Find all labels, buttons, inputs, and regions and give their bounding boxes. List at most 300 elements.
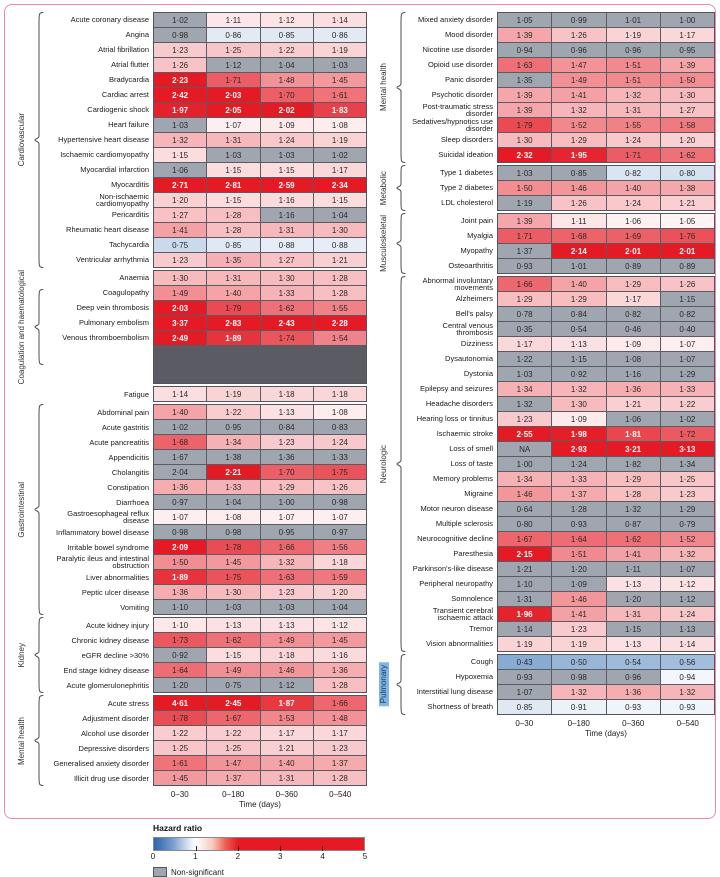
hr-cell: 1·23 xyxy=(314,741,366,755)
hr-cell: 1·02 xyxy=(314,148,366,162)
curly-brace-icon xyxy=(396,12,406,163)
heatmap-cell-grid xyxy=(497,12,715,163)
row-label-loss-of-smell: Loss of smell xyxy=(449,444,493,454)
hr-cell: 1·89 xyxy=(154,570,206,584)
hr-cell: 0·75 xyxy=(154,238,206,252)
hr-cell: 0·82 xyxy=(607,166,660,180)
hr-cell: 1·21 xyxy=(607,397,660,411)
hr-cell: 1·41 xyxy=(154,223,206,237)
hr-cell: 1·83 xyxy=(314,103,366,117)
category-label-cell xyxy=(11,386,33,402)
hr-cell: 1·70 xyxy=(261,88,313,102)
hr-cell: 1·23 xyxy=(261,585,313,599)
hr-cell: 0·98 xyxy=(207,525,259,539)
hr-cell: 1·20 xyxy=(552,562,605,576)
hr-cell: 0·85 xyxy=(498,700,551,714)
hr-cell: 1·40 xyxy=(607,181,660,195)
disease-group-musculoskeletal xyxy=(373,213,715,274)
hr-cell: 0·85 xyxy=(261,28,313,42)
category-brace xyxy=(33,617,45,693)
tick-label: 0 xyxy=(150,852,156,862)
hr-cell: 1·04 xyxy=(207,495,259,509)
hr-cell: 1·33 xyxy=(661,382,714,396)
row-label-paresthesia: Paresthesia xyxy=(453,549,493,559)
row-label-parkinson-s-like-disease: Parkinson's-like disease xyxy=(412,564,493,574)
hr-cell: 2·49 xyxy=(154,331,206,345)
hr-cell: 1·36 xyxy=(261,450,313,464)
hr-cell: 1·40 xyxy=(261,756,313,770)
row-labels-column xyxy=(45,386,153,402)
hr-cell: 1·95 xyxy=(552,148,605,162)
tick-label: 4 xyxy=(320,852,325,862)
hr-cell: 1·08 xyxy=(607,352,660,366)
hr-cell: 1·22 xyxy=(661,397,714,411)
hr-cell: 1·71 xyxy=(498,229,551,243)
time-axis-tick-label: 0–180 xyxy=(567,719,590,728)
hr-cell: 1·29 xyxy=(552,133,605,147)
hr-cell: 1·11 xyxy=(607,562,660,576)
row-label-bell-s-palsy: Bell's palsy xyxy=(455,309,493,319)
hr-cell: 2·43 xyxy=(261,316,313,330)
hr-cell: 0·97 xyxy=(314,525,366,539)
hr-cell: 1·12 xyxy=(314,618,366,632)
colorbar-tick xyxy=(238,846,239,851)
time-axis-tick-label: 0–30 xyxy=(515,719,534,728)
hr-cell: 1·13 xyxy=(261,618,313,632)
hr-cell: 1·46 xyxy=(261,663,313,677)
hr-cell: 1·16 xyxy=(261,208,313,222)
hr-cell: 1·32 xyxy=(154,133,206,147)
hr-cell: 1·78 xyxy=(207,540,259,554)
hr-cell: 0·85 xyxy=(552,166,605,180)
curly-brace-icon xyxy=(396,654,406,715)
hr-cell: 1·15 xyxy=(607,622,660,636)
right-heatmap-panel xyxy=(373,12,715,809)
heatmap-cell-grid xyxy=(497,165,715,211)
hr-cell: 1·05 xyxy=(498,13,551,27)
hr-cell: 1·09 xyxy=(261,118,313,132)
hr-cell: 1·45 xyxy=(314,633,366,647)
category-label: Neurologic xyxy=(379,444,388,484)
row-label-panic-disorder: Panic disorder xyxy=(445,75,493,85)
hr-cell: 1·62 xyxy=(661,148,714,162)
row-label-type-1-diabetes: Type 1 diabetes xyxy=(440,168,493,178)
row-label-migraine: Migraine xyxy=(464,489,493,499)
row-label-cough: Cough xyxy=(470,657,493,667)
row-label-heart-failure: Heart failure xyxy=(108,120,149,130)
hr-cell: 1·06 xyxy=(607,412,660,426)
hr-cell: 1·14 xyxy=(154,387,206,401)
hr-cell: 1·24 xyxy=(552,457,605,471)
hr-cell: 1·30 xyxy=(552,397,605,411)
hr-cell: 1·35 xyxy=(498,73,551,87)
hr-cell: 2·28 xyxy=(314,316,366,330)
hr-cell: 1·23 xyxy=(261,435,313,449)
row-label-end-stage-kidney-disease: End stage kidney disease xyxy=(63,665,149,675)
row-label-fatigue: Fatigue xyxy=(123,389,149,399)
time-axis-title: Time (days) xyxy=(585,729,627,738)
hr-cell: 0·93 xyxy=(498,259,551,273)
hr-cell: 1·33 xyxy=(207,480,259,494)
hr-cell: 2·32 xyxy=(498,148,551,162)
colorbar-tick xyxy=(196,846,197,851)
hr-cell: 1·13 xyxy=(552,337,605,351)
hr-cell: 1·37 xyxy=(207,771,259,785)
row-label-irritable-bowel-syndrome: Irritable bowel syndrome xyxy=(67,542,149,552)
hr-cell: 1·10 xyxy=(154,600,206,614)
category-label: Gastrointestinal xyxy=(17,482,26,538)
disease-group-cardiovascular xyxy=(11,12,367,268)
hr-cell: 1·03 xyxy=(154,118,206,132)
hr-cell: 1·52 xyxy=(552,118,605,132)
hr-cell: 1·24 xyxy=(314,435,366,449)
hr-cell: 1·20 xyxy=(314,585,366,599)
hr-cell: 1·32 xyxy=(661,547,714,561)
hr-cell: 0·54 xyxy=(552,322,605,336)
hr-cell: 1·04 xyxy=(314,208,366,222)
hr-cell: 1·28 xyxy=(552,502,605,516)
hr-cell: 0·54 xyxy=(607,655,660,669)
colorbar-tick xyxy=(322,846,323,851)
row-label-cardiogenic-shock: Cardiogenic shock xyxy=(87,105,149,115)
hr-cell: 1·00 xyxy=(498,457,551,471)
hr-cell: 1·59 xyxy=(314,570,366,584)
hr-cell: 2·71 xyxy=(154,178,206,192)
curly-brace-icon xyxy=(34,289,44,365)
hr-cell: 1·35 xyxy=(207,253,259,267)
hr-cell: 1·32 xyxy=(661,685,714,699)
hr-cell: 1·19 xyxy=(552,637,605,651)
hr-cell: 1·67 xyxy=(207,711,259,725)
hr-cell: 1·15 xyxy=(207,163,259,177)
row-label-coagulopathy: Coagulopathy xyxy=(102,288,149,298)
hr-cell: 1·09 xyxy=(607,337,660,351)
hr-cell: 1·07 xyxy=(314,510,366,524)
row-label-illicit-drug-use-disorder: Illicit drug use disorder xyxy=(73,773,149,783)
hr-cell: 0·98 xyxy=(154,28,206,42)
row-label-multiple-sclerosis: Multiple sclerosis xyxy=(435,519,493,529)
row-label-adjustment-disorder: Adjustment disorder xyxy=(82,713,149,723)
row-labels-column xyxy=(407,276,497,652)
hr-cell: 2·23 xyxy=(154,73,206,87)
non-significant-label: Non-significant xyxy=(171,867,224,877)
hr-cell: 1·03 xyxy=(498,367,551,381)
row-label-pulmonary-embolism: Pulmonary embolism xyxy=(78,318,149,328)
hr-cell: 1·79 xyxy=(207,301,259,315)
hr-cell: 2·02 xyxy=(261,103,313,117)
row-label-neurocognitive-decline: Neurocognitive decline xyxy=(417,534,493,544)
hr-cell: 1·71 xyxy=(207,73,259,87)
hr-cell: 1·09 xyxy=(552,577,605,591)
hr-cell: 1·09 xyxy=(552,412,605,426)
row-label-transient-cerebral-ischaemic-attack: Transient cerebral ischaemic attack xyxy=(432,605,493,622)
hr-cell: 0·84 xyxy=(261,420,313,434)
row-label-dysautonomia: Dysautonomia xyxy=(445,354,493,364)
hr-cell: 1·30 xyxy=(261,271,313,285)
category-brace xyxy=(395,654,407,715)
hr-cell: 2·83 xyxy=(207,316,259,330)
hr-cell: 1·64 xyxy=(154,663,206,677)
hr-cell: 1·62 xyxy=(261,301,313,315)
hr-cell: 1·23 xyxy=(661,487,714,501)
left-heatmap-panel xyxy=(11,12,367,809)
row-label-alzheimers: Alzheimers xyxy=(455,294,493,304)
heatmap-cell-grid xyxy=(153,617,367,693)
time-axis-tick-label: 0–540 xyxy=(329,790,352,800)
hr-cell: 1·18 xyxy=(314,387,366,401)
hr-cell: 1·55 xyxy=(607,118,660,132)
hr-cell: 1·15 xyxy=(207,648,259,662)
hr-cell: 1·16 xyxy=(607,367,660,381)
hr-cell: 1·46 xyxy=(498,487,551,501)
category-label: Metabolic xyxy=(379,170,388,206)
hazard-ratio-heatmap-figure xyxy=(4,4,716,877)
hr-cell: 1·28 xyxy=(607,487,660,501)
hr-cell: 1·18 xyxy=(261,648,313,662)
hr-cell: 0·96 xyxy=(607,670,660,684)
category-label-cell xyxy=(373,276,395,652)
hr-cell: 1·16 xyxy=(314,648,366,662)
hr-cell: 1·19 xyxy=(498,637,551,651)
hr-cell: 0·93 xyxy=(661,700,714,714)
tick-label: 3 xyxy=(277,852,283,862)
hr-cell: 1·26 xyxy=(552,196,605,210)
row-label-gastroesophageal-reflux-disease: Gastroesophageal reflux disease xyxy=(67,508,149,526)
hr-cell: 1·28 xyxy=(207,223,259,237)
hr-cell: 1·41 xyxy=(552,88,605,102)
hr-cell: 1·74 xyxy=(261,331,313,345)
hr-cell: 1·13 xyxy=(607,637,660,651)
hr-cell: 0·97 xyxy=(154,495,206,509)
hr-cell: 1·47 xyxy=(552,58,605,72)
tick-label: 1 xyxy=(193,852,198,862)
row-label-myocardial-infarction: Myocardial infarction xyxy=(80,165,149,175)
hr-cell: 1·75 xyxy=(207,570,259,584)
hr-cell: 1·27 xyxy=(261,253,313,267)
row-label-atrial-flutter: Atrial flutter xyxy=(111,60,149,70)
hr-cell: 1·04 xyxy=(314,600,366,614)
row-label-myalgia: Myalgia xyxy=(467,231,493,241)
category-label-cell xyxy=(373,165,395,211)
hr-cell: 1·26 xyxy=(552,28,605,42)
row-label-acute-kidney-injury: Acute kidney injury xyxy=(86,620,149,630)
row-label-alcohol-use-disorder: Alcohol use disorder xyxy=(81,728,149,738)
disease-group-gastrointestinal xyxy=(11,404,367,615)
hr-cell: 1·25 xyxy=(207,43,259,57)
hr-cell: 1·38 xyxy=(661,181,714,195)
hr-cell: 1·17 xyxy=(261,726,313,740)
hr-cell: 1·29 xyxy=(261,480,313,494)
row-label-ldl-cholesterol: LDL cholesterol xyxy=(441,198,493,208)
hr-cell: 0·94 xyxy=(661,670,714,684)
row-label-acute-gastritis: Acute gastritis xyxy=(101,422,149,432)
colorbar-tick-labels xyxy=(150,852,368,862)
curly-brace-icon xyxy=(396,213,406,274)
hr-cell: 1·13 xyxy=(661,622,714,636)
row-label-memory-problems: Memory problems xyxy=(432,474,493,484)
hr-cell: 1·63 xyxy=(261,570,313,584)
hr-cell: 1·29 xyxy=(498,292,551,306)
hr-cell: 0·92 xyxy=(552,367,605,381)
hr-cell: 1·29 xyxy=(661,367,714,381)
hr-cell: 1·38 xyxy=(207,450,259,464)
row-label-sleep-disorders: Sleep disorders xyxy=(440,135,493,145)
hr-cell: 1·02 xyxy=(661,412,714,426)
hr-cell: 1·15 xyxy=(207,193,259,207)
hr-cell: 1·07 xyxy=(661,562,714,576)
hr-cell: 1·36 xyxy=(607,382,660,396)
category-label-cell xyxy=(11,270,33,384)
hr-cell: 1·03 xyxy=(207,600,259,614)
hr-cell: 1·49 xyxy=(154,286,206,300)
hr-cell: 1·64 xyxy=(552,532,605,546)
row-label-chronic-kidney-disease: Chronic kidney disease xyxy=(71,635,149,645)
row-label-ischaemic-stroke: Ischaemic stroke xyxy=(436,429,493,439)
row-label-motor-neuron-disease: Motor neuron disease xyxy=(420,504,493,514)
row-label-rheumatic-heart-disease: Rheumatic heart disease xyxy=(66,225,149,235)
hr-cell: 1·03 xyxy=(314,58,366,72)
hr-cell: 1·97 xyxy=(154,103,206,117)
row-label-paralytic-ileus-and-intestinal-obstruction: Paralytic ileus and intestinal obstruction xyxy=(56,553,149,571)
disease-group-metabolic xyxy=(373,165,715,211)
row-label-acute-pancreatitis: Acute pancreatitis xyxy=(89,437,149,447)
hr-cell: 0·46 xyxy=(607,322,660,336)
category-brace xyxy=(33,695,45,786)
hr-cell: 0·88 xyxy=(314,238,366,252)
row-label-headache-disorders: Headache disorders xyxy=(425,399,493,409)
category-brace xyxy=(395,165,407,211)
hr-cell: 3·37 xyxy=(154,316,206,330)
row-label-generalised-anxiety-disorder: Generalised anxiety disorder xyxy=(53,758,149,768)
hr-cell: 1·19 xyxy=(314,43,366,57)
hr-cell: 1·31 xyxy=(607,103,660,117)
disease-group-pulmonary xyxy=(373,654,715,715)
heatmap-cell-grid xyxy=(153,12,367,268)
category-brace xyxy=(33,404,45,615)
hr-cell: 1·30 xyxy=(207,585,259,599)
hr-cell: 0·56 xyxy=(661,655,714,669)
hr-cell: 1·62 xyxy=(207,633,259,647)
hr-cell: 1·08 xyxy=(314,118,366,132)
disease-group-coagulation-and-haematological xyxy=(11,270,367,384)
time-axis-tick-label: 0–360 xyxy=(275,790,298,800)
hr-cell: 1·32 xyxy=(552,685,605,699)
tick-label: 5 xyxy=(362,852,368,862)
hr-cell: 1·07 xyxy=(661,352,714,366)
colorbar-tick xyxy=(280,846,281,851)
row-label-acute-glomerulonephritis: Acute glomerulonephritis xyxy=(66,680,149,690)
hr-cell: 1·04 xyxy=(261,58,313,72)
time-axis-tick-label: 0–30 xyxy=(170,790,189,800)
hr-cell: 1·07 xyxy=(261,510,313,524)
row-label-vision-abnormalities: Vision abnormalities xyxy=(426,639,493,649)
hr-cell: 1·13 xyxy=(207,618,259,632)
hr-cell: 1·02 xyxy=(154,420,206,434)
hr-cell: 1·45 xyxy=(154,771,206,785)
hr-cell: 1·24 xyxy=(607,196,660,210)
hazard-ratio-legend xyxy=(150,823,368,877)
hr-cell: 1·24 xyxy=(261,133,313,147)
hr-cell: 0·83 xyxy=(314,420,366,434)
row-label-psychotic-disorder: Psychotic disorder xyxy=(431,90,493,100)
hr-cell: 2·45 xyxy=(207,696,259,710)
hr-cell: 1·67 xyxy=(154,450,206,464)
hr-cell: 1·18 xyxy=(314,555,366,569)
hr-cell: 1·16 xyxy=(261,193,313,207)
hr-cell: 0·50 xyxy=(552,655,605,669)
hr-cell: 1·75 xyxy=(314,465,366,479)
hr-cell: 1·22 xyxy=(207,405,259,419)
hr-cell: 0·93 xyxy=(607,700,660,714)
hr-cell: 2·59 xyxy=(261,178,313,192)
hr-cell: 3·21 xyxy=(607,442,660,456)
hr-cell: 1·31 xyxy=(207,133,259,147)
hr-cell: 1·01 xyxy=(607,13,660,27)
hr-cell: 1·23 xyxy=(154,43,206,57)
row-label-epilepsy-and-seizures: Epilepsy and seizures xyxy=(420,384,493,394)
hr-cell: 1·45 xyxy=(314,73,366,87)
hr-cell: 1·26 xyxy=(314,480,366,494)
hr-cell: 1·36 xyxy=(607,685,660,699)
row-label-cholangitis: Cholangitis xyxy=(111,467,149,477)
hr-cell: 1·21 xyxy=(314,253,366,267)
hr-cell: 1·25 xyxy=(154,741,206,755)
hr-cell: 1·66 xyxy=(261,540,313,554)
hr-cell: 0·85 xyxy=(207,238,259,252)
hr-cell: 0·86 xyxy=(314,28,366,42)
tick-label: 2 xyxy=(235,852,241,862)
category-brace xyxy=(33,386,45,402)
hr-cell: 1·66 xyxy=(314,696,366,710)
row-label-somnolence: Somnolence xyxy=(451,594,493,604)
hr-cell: 0·89 xyxy=(607,259,660,273)
row-label-joint-pain: Joint pain xyxy=(460,216,493,226)
hr-cell: 0·92 xyxy=(154,648,206,662)
hr-cell: 1·41 xyxy=(552,607,605,621)
hr-cell: 1·08 xyxy=(314,405,366,419)
hr-cell: 1·07 xyxy=(154,510,206,524)
row-labels-column xyxy=(45,617,153,693)
hr-cell: 1·53 xyxy=(261,711,313,725)
row-label-cardiac-arrest: Cardiac arrest xyxy=(101,90,149,100)
hr-cell: 1·28 xyxy=(314,286,366,300)
category-label: Mental health xyxy=(17,716,26,765)
hr-cell: 1·28 xyxy=(207,208,259,222)
hr-cell: 1·73 xyxy=(154,633,206,647)
row-label-myocarditis: Myocarditis xyxy=(111,180,149,190)
row-labels-column xyxy=(45,270,153,384)
hr-cell: 1·30 xyxy=(154,271,206,285)
hr-cell: 0·84 xyxy=(552,307,605,321)
hr-cell: 2·93 xyxy=(552,442,605,456)
hr-cell: 0·82 xyxy=(661,307,714,321)
time-axis xyxy=(497,717,715,728)
category-label: Mental health xyxy=(379,63,388,112)
row-label-deep-vein-thrombosis: Deep vein thrombosis xyxy=(76,303,149,313)
curly-brace-icon xyxy=(34,695,44,786)
row-label-hypertensive-heart-disease: Hypertensive heart disease xyxy=(58,135,149,145)
category-label-highlighted: Pulmonary xyxy=(379,662,389,706)
hr-cell: 2·55 xyxy=(498,427,551,441)
row-label-egfr-decline-30: eGFR decline >30% xyxy=(81,650,149,660)
hr-cell: 2·42 xyxy=(154,88,206,102)
hr-cell: 0·98 xyxy=(314,495,366,509)
row-labels-column xyxy=(45,695,153,786)
hr-cell: 1·37 xyxy=(552,487,605,501)
category-label: Coagulation and haematological xyxy=(17,270,26,385)
row-label-abnormal-involuntary-movements: Abnormal involuntary movements xyxy=(422,275,493,292)
row-labels-column xyxy=(45,404,153,615)
